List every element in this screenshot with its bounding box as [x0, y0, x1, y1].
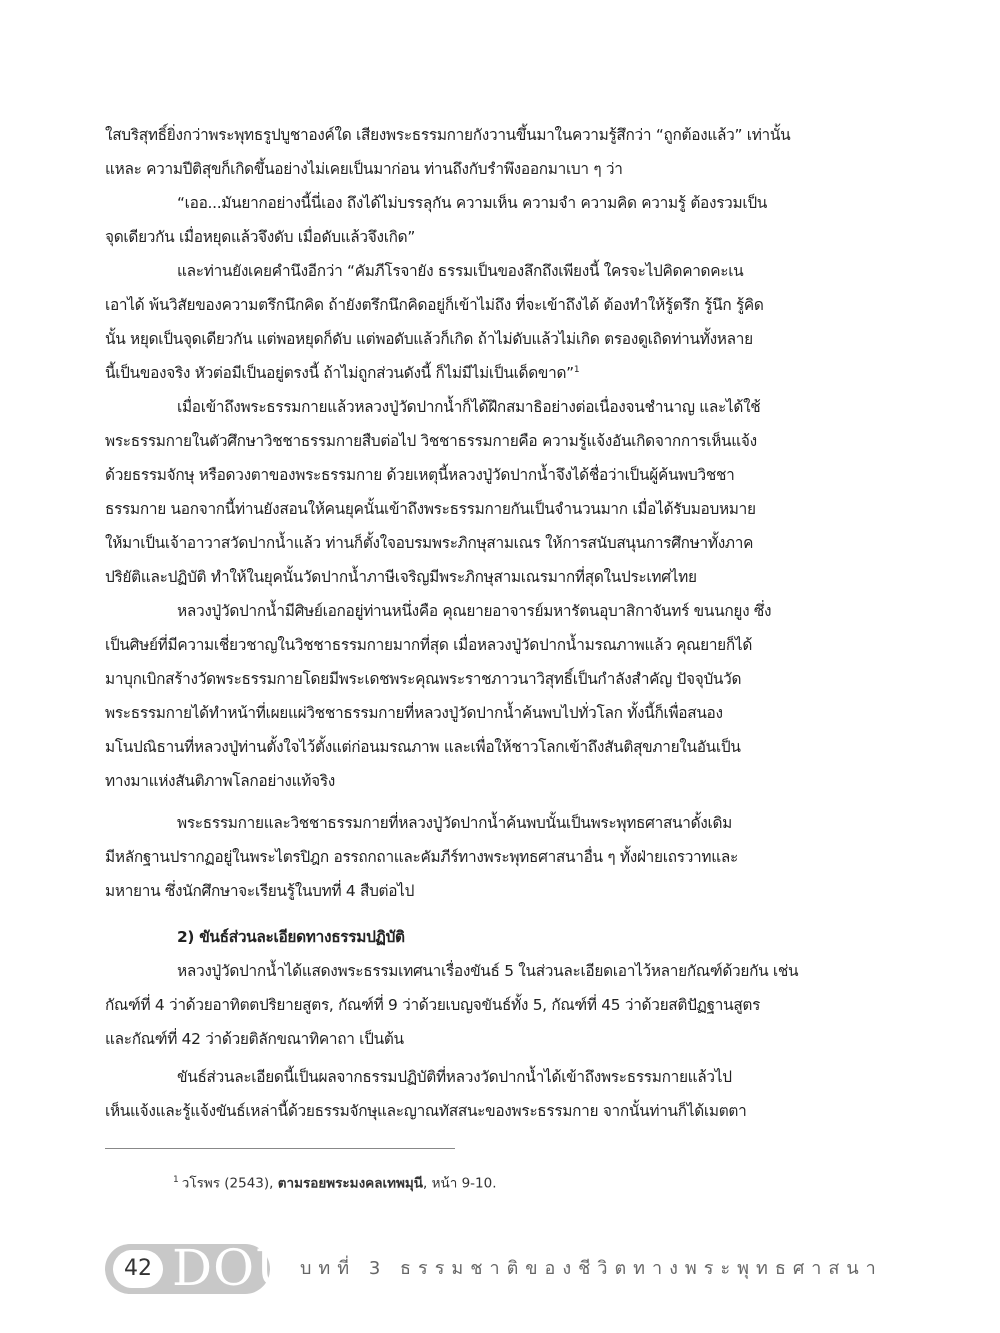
- footnote-title: ตามรอยพระมงคลเทพมุนี: [277, 1175, 424, 1192]
- text-line: พระธรรมกายได้ทำหน้าที่เผยแผ่วิชชาธรรมกายที่หลวงปู่วัดปากน้ำค้นพบไปทั่วโลก ทั้งนี้ก็เพื่อสนอง: [105, 704, 723, 722]
- text-line: เมื่อเข้าถึงพระธรรมกายแล้วหลวงปู่วัดปากน้ำก็ได้ฝึกสมาธิอย่างต่อเนื่องจนชำนาญ และได้ใช้: [177, 398, 761, 416]
- footnote-number: 1: [173, 1175, 179, 1185]
- text-line: มหายาน ซึ่งนักศึกษาจะเรียนรู้ในบทที่ 4 สืบต่อไป: [105, 882, 415, 900]
- text-line: มาบุกเบิกสร้างวัดพระธรรมกายโดยมีพระเดชพระคุณพระราชภาวนาวิสุทธิ์เป็นกำลังสำคัญ ปัจจุบันวัด: [105, 670, 742, 688]
- footnote: [173, 1170, 497, 1194]
- text-line: เอาได้ พ้นวิสัยของความตรึกนึกคิด ถ้ายังตรึกนึกคิดอยู่ก็เข้าไม่ถึง ที่จะเข้าถึงได้ ต้องทำให้รู้ตรึก รู้นึก รู้คิด: [105, 296, 764, 314]
- text-line: ขันธ์ส่วนละเอียดนี้เป็นผลจากธรรมปฏิบัติที่หลวงวัดปากน้ำได้เข้าถึงพระธรรมกายแล้วไป: [177, 1068, 732, 1086]
- chapter-title: บทที่ 3 ธรรมชาติของชีวิตทางพระพุทธศาสนา: [300, 1258, 883, 1279]
- text-line: นี้เป็นของจริง หัวต่อมีเป็นอยู่ตรงนี้ ถ้าไม่ถูกส่วนดังนี้ ก็ไม่มีไม่เป็นเด็ดขาด”: [105, 364, 574, 382]
- text-line: เห็นแจ้งและรู้แจ้งขันธ์เหล่านี้ด้วยธรรมจักษุและญาณทัสสนะของพระธรรมกาย จากนั้นท่านก็ได้เมตตา: [105, 1102, 747, 1120]
- text-line: กัณฑ์ที่ 4 ว่าด้วยอาทิตตปริยายสูตร, กัณฑ์ที่ 9 ว่าด้วยเบญจขันธ์ทั้ง 5, กัณฑ์ที่ 45 ว่าด้วยสติปัฏฐานสูตร: [105, 996, 761, 1014]
- text-line: ด้วยธรรมจักษุ หรือดวงตาของพระธรรมกาย ด้วยเหตุนี้หลวงปู่วัดปากน้ำจึงได้ชื่อว่าเป็นผู้ค้นพบวิชชา: [105, 466, 735, 484]
- dou-logo: DOU: [172, 1239, 299, 1297]
- text-line: มีหลักฐานปรากฏอยู่ในพระไตรปิฎก อรรถกถาและคัมภีร์ทางพระพุทธศาสนาอื่น ๆ ทั้งฝ่ายเถรวาทและ: [105, 848, 738, 866]
- text-line-with-footnote: [105, 356, 883, 390]
- text-line: ให้มาเป็นเจ้าอาวาสวัดปากน้ำแล้ว ท่านก็ตั้งใจอบรมพระภิกษุสามเณร ให้การสนับสนุนการศึกษาทั้งภาค: [105, 534, 754, 552]
- text-line: ปริยัติและปฏิบัติ ทำให้ในยุคนั้นวัดปากน้ำภาษีเจริญมีพระภิกษุสามเณรมากที่สุดในประเทศไทย: [105, 568, 697, 586]
- page-number: 42: [113, 1250, 163, 1288]
- text-line: เป็นศิษย์ที่มีความเชี่ยวชาญในวิชชาธรรมกายมากที่สุด เมื่อหลวงปู่วัดปากน้ำมรณภาพแล้ว คุณยายก็ได้: [105, 636, 753, 654]
- text-line: หลวงปู่วัดปากน้ำมีศิษย์เอกอยู่ท่านหนึ่งคือ คุณยายอาจารย์มหารัตนอุบาสิกาจันทร์ ขนนกยูง ซึ่ง: [177, 602, 772, 620]
- text-line: ทางมาแห่งสันติภาพโลกอย่างแท้จริง: [105, 772, 336, 790]
- footnote-author: วโรพร (2543),: [181, 1175, 274, 1192]
- footnote-ref: 1: [573, 364, 580, 375]
- footnote-divider: [105, 1148, 455, 1149]
- text-line: นั้น หยุดเป็นจุดเดียวกัน แต่พอหยุดก็ดับ แต่พอดับแล้วก็เกิด ถ้าไม่ดับแล้วไม่เกิด ตรองดูเถิดท่านทั้งหลาย: [105, 330, 753, 348]
- section-heading: 2) ขันธ์ส่วนละเอียดทางธรรมปฏิบัติ: [177, 928, 405, 946]
- text-line: และกัณฑ์ที่ 42 ว่าด้วยติลักขณาทิคาถา เป็นต้น: [105, 1030, 404, 1048]
- text-line: พระธรรมกายและวิชชาธรรมกายที่หลวงปู่วัดปากน้ำค้นพบนั้นเป็นพระพุทธศาสนาดั้งเดิม: [177, 814, 733, 832]
- text-line: หลวงปู่วัดปากน้ำได้แสดงพระธรรมเทศนาเรื่องขันธ์ 5 ในส่วนละเอียดเอาไว้หลายกัณฑ์ด้วยกัน เช่น: [177, 962, 799, 980]
- footnote-pages: , หน้า 9-10.: [423, 1175, 497, 1192]
- text-line: ธรรมกาย นอกจากนี้ท่านยังสอนให้คนยุคนั้นเข้าถึงพระธรรมกายกันเป็นจำนวนมาก เมื่อได้รับมอบหมาย: [105, 500, 756, 518]
- text-line: พระธรรมกายในตัวศึกษาวิชชาธรรมกายสืบต่อไป วิชชาธรรมกายคือ ความรู้แจ้งอันเกิดจากการเห็นแจ้ง: [105, 432, 757, 450]
- text-line: ใสบริสุทธิ์ยิ่งกว่าพระพุทธรูปบูชาองค์ใด เสียงพระธรรมกายกังวานขึ้นมาในความรู้สึกว่า “ถูกต้องแล้ว” เท่านั้น: [105, 126, 791, 144]
- text-line: และท่านยังเคยคำนึงอีกว่า “คัมภีโรจายัง ธรรมเป็นของลึกถึงเพียงนี้ ใครจะไปคิดคาดคะเน: [177, 262, 744, 280]
- text-line: มโนปณิธานที่หลวงปู่ท่านตั้งใจไว้ตั้งแต่ก่อนมรณภาพ และเพื่อให้ชาวโลกเข้าถึงสันติสุขภายในอันเป็น: [105, 738, 741, 756]
- text-line: จุดเดียวกัน เมื่อหยุดแล้วจึงดับ เมื่อดับแล้วจึงเกิด”: [105, 228, 416, 246]
- text-line: แหละ ความปีติสุขก็เกิดขึ้นอย่างไม่เคยเป็นมาก่อน ท่านถึงกับรำพึงออกมาเบา ๆ ว่า: [105, 160, 623, 178]
- text-line: “เออ...มันยากอย่างนี้นี่เอง ถึงได้ไม่บรรลุกัน ความเห็น ความจำ ความคิด ความรู้ ต้องรวมเป็น: [177, 194, 768, 212]
